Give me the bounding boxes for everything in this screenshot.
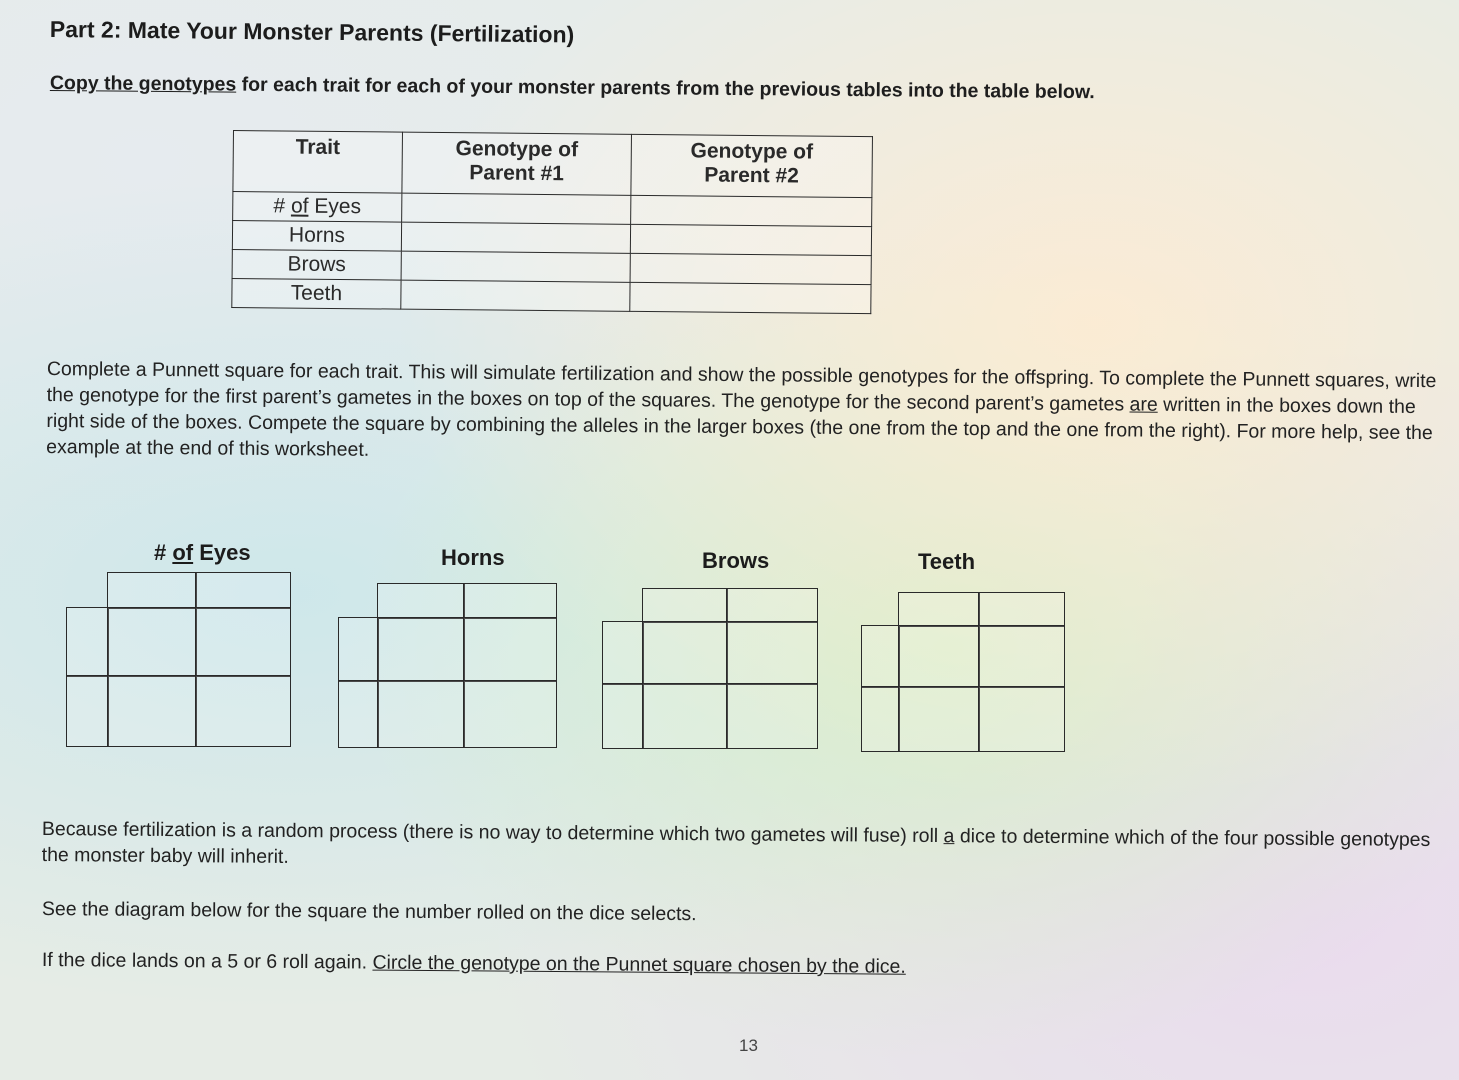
dice-instruction (42, 947, 906, 980)
side-gamete-box[interactable] (861, 686, 900, 752)
header-trait: Trait (233, 131, 403, 194)
table-instruction (50, 72, 1095, 104)
top-gamete-box[interactable] (463, 583, 557, 619)
trait-eyes-prefix: # (273, 194, 292, 218)
offspring-box[interactable] (107, 675, 197, 747)
punnett-label-teeth: Teeth (918, 549, 976, 574)
punnett-label-brows: Brows (702, 548, 770, 573)
fert-underlined-a: a (943, 825, 955, 848)
trait-eyes-of: of (290, 194, 309, 218)
punnett-instructions (46, 356, 1442, 472)
parent-2-brows-cell[interactable] (630, 253, 871, 284)
side-gamete-box[interactable] (861, 625, 900, 688)
eyes-label-of: of (172, 540, 194, 565)
offspring-box[interactable] (195, 675, 291, 747)
side-gamete-box[interactable] (66, 675, 109, 747)
offspring-box[interactable] (377, 680, 465, 748)
parent-1-brows-cell[interactable] (401, 251, 630, 282)
trait-cell-brows: Brows (232, 249, 401, 280)
diagram-note: See the diagram below for the square the number rolled on the dice selects. (41, 897, 697, 926)
para-underlined: are (1129, 393, 1158, 416)
trait-cell-teeth: Teeth (232, 278, 401, 309)
instruction-rest: for each trait for each of your monster parents from the previous tables into the table below. (236, 73, 1095, 104)
genotype-table (231, 130, 873, 314)
offspring-box[interactable] (463, 617, 557, 682)
parent-1-teeth-cell[interactable] (401, 280, 630, 311)
fertilization-paragraph (42, 816, 1442, 879)
offspring-box[interactable] (898, 625, 980, 688)
header-parent-1-line1: Genotype of (455, 137, 579, 162)
top-gamete-box[interactable] (978, 592, 1065, 627)
side-gamete-box[interactable] (338, 680, 379, 748)
offspring-box[interactable] (642, 621, 728, 685)
table-row (232, 278, 871, 313)
offspring-box[interactable] (898, 686, 980, 752)
top-gamete-box[interactable] (107, 572, 197, 609)
top-gamete-box[interactable] (898, 592, 980, 627)
parent-2-eyes-cell[interactable] (631, 195, 872, 226)
instruction-underlined: Copy the genotypes (49, 72, 237, 96)
header-parent-2 (631, 134, 873, 197)
punnett-label-eyes (154, 540, 251, 566)
offspring-box[interactable] (978, 686, 1065, 752)
offspring-box[interactable] (978, 625, 1065, 688)
page-title: Part 2: Mate Your Monster Parents (Fertilization) (49, 16, 575, 48)
parent-2-horns-cell[interactable] (630, 224, 871, 255)
trait-eyes-suffix: Eyes (308, 194, 362, 219)
top-gamete-box[interactable] (642, 588, 728, 623)
offspring-box[interactable] (642, 683, 728, 749)
top-gamete-box[interactable] (726, 588, 818, 623)
dice-part-1: If the dice lands on a 5 or 6 roll again. (41, 948, 373, 974)
parent-2-teeth-cell[interactable] (630, 282, 871, 313)
header-parent-2-line1: Genotype of (690, 139, 814, 164)
top-gamete-box[interactable] (377, 583, 465, 619)
para-part-1: Complete a Punnett square for each trait. This will simulate fertilization and show the possible genotypes for the offspring. To complete the Punnett squares, write the genotype for the first parent’s gametes in the boxes on top of the squares. The genotype for the second parent’s gametes (46, 357, 1437, 416)
header-parent-1-line2: Parent #1 (469, 161, 564, 186)
fert-part-2: dice to determine which of the four possible genotypes the monster baby will inherit. (41, 825, 1431, 868)
offspring-box[interactable] (107, 607, 197, 677)
page-number: 13 (739, 1036, 758, 1055)
punnett-label-horns: Horns (441, 545, 505, 570)
top-gamete-box[interactable] (195, 572, 291, 609)
side-gamete-box[interactable] (602, 683, 644, 749)
fert-part-1: Because fertilization is a random process (there is no way to determine which two gametes will fuse) roll (41, 817, 944, 848)
side-gamete-box[interactable] (66, 607, 109, 677)
para-part-2: written in the boxes down the right side of the boxes. Compete the square by combining the alleles in the larger boxes (the one from the top and the one from the right). For more help, see the example at the end of this worksheet. (46, 393, 1433, 461)
offspring-box[interactable] (463, 680, 557, 748)
eyes-label-suffix: Eyes (193, 540, 251, 565)
eyes-label-prefix: # (154, 540, 173, 565)
dice-underlined: Circle the genotype on the Punnet square chosen by the dice. (372, 951, 906, 978)
offspring-box[interactable] (195, 607, 291, 677)
offspring-box[interactable] (377, 617, 465, 682)
table-header-row (233, 131, 873, 198)
header-parent-1 (402, 132, 632, 195)
trait-cell-eyes (233, 192, 402, 223)
parent-1-horns-cell[interactable] (401, 222, 630, 253)
offspring-box[interactable] (726, 683, 818, 749)
offspring-box[interactable] (726, 621, 818, 685)
side-gamete-box[interactable] (338, 617, 379, 682)
side-gamete-box[interactable] (602, 621, 644, 685)
parent-1-eyes-cell[interactable] (402, 193, 631, 224)
trait-cell-horns: Horns (232, 221, 401, 252)
header-parent-2-line2: Parent #2 (704, 163, 799, 188)
